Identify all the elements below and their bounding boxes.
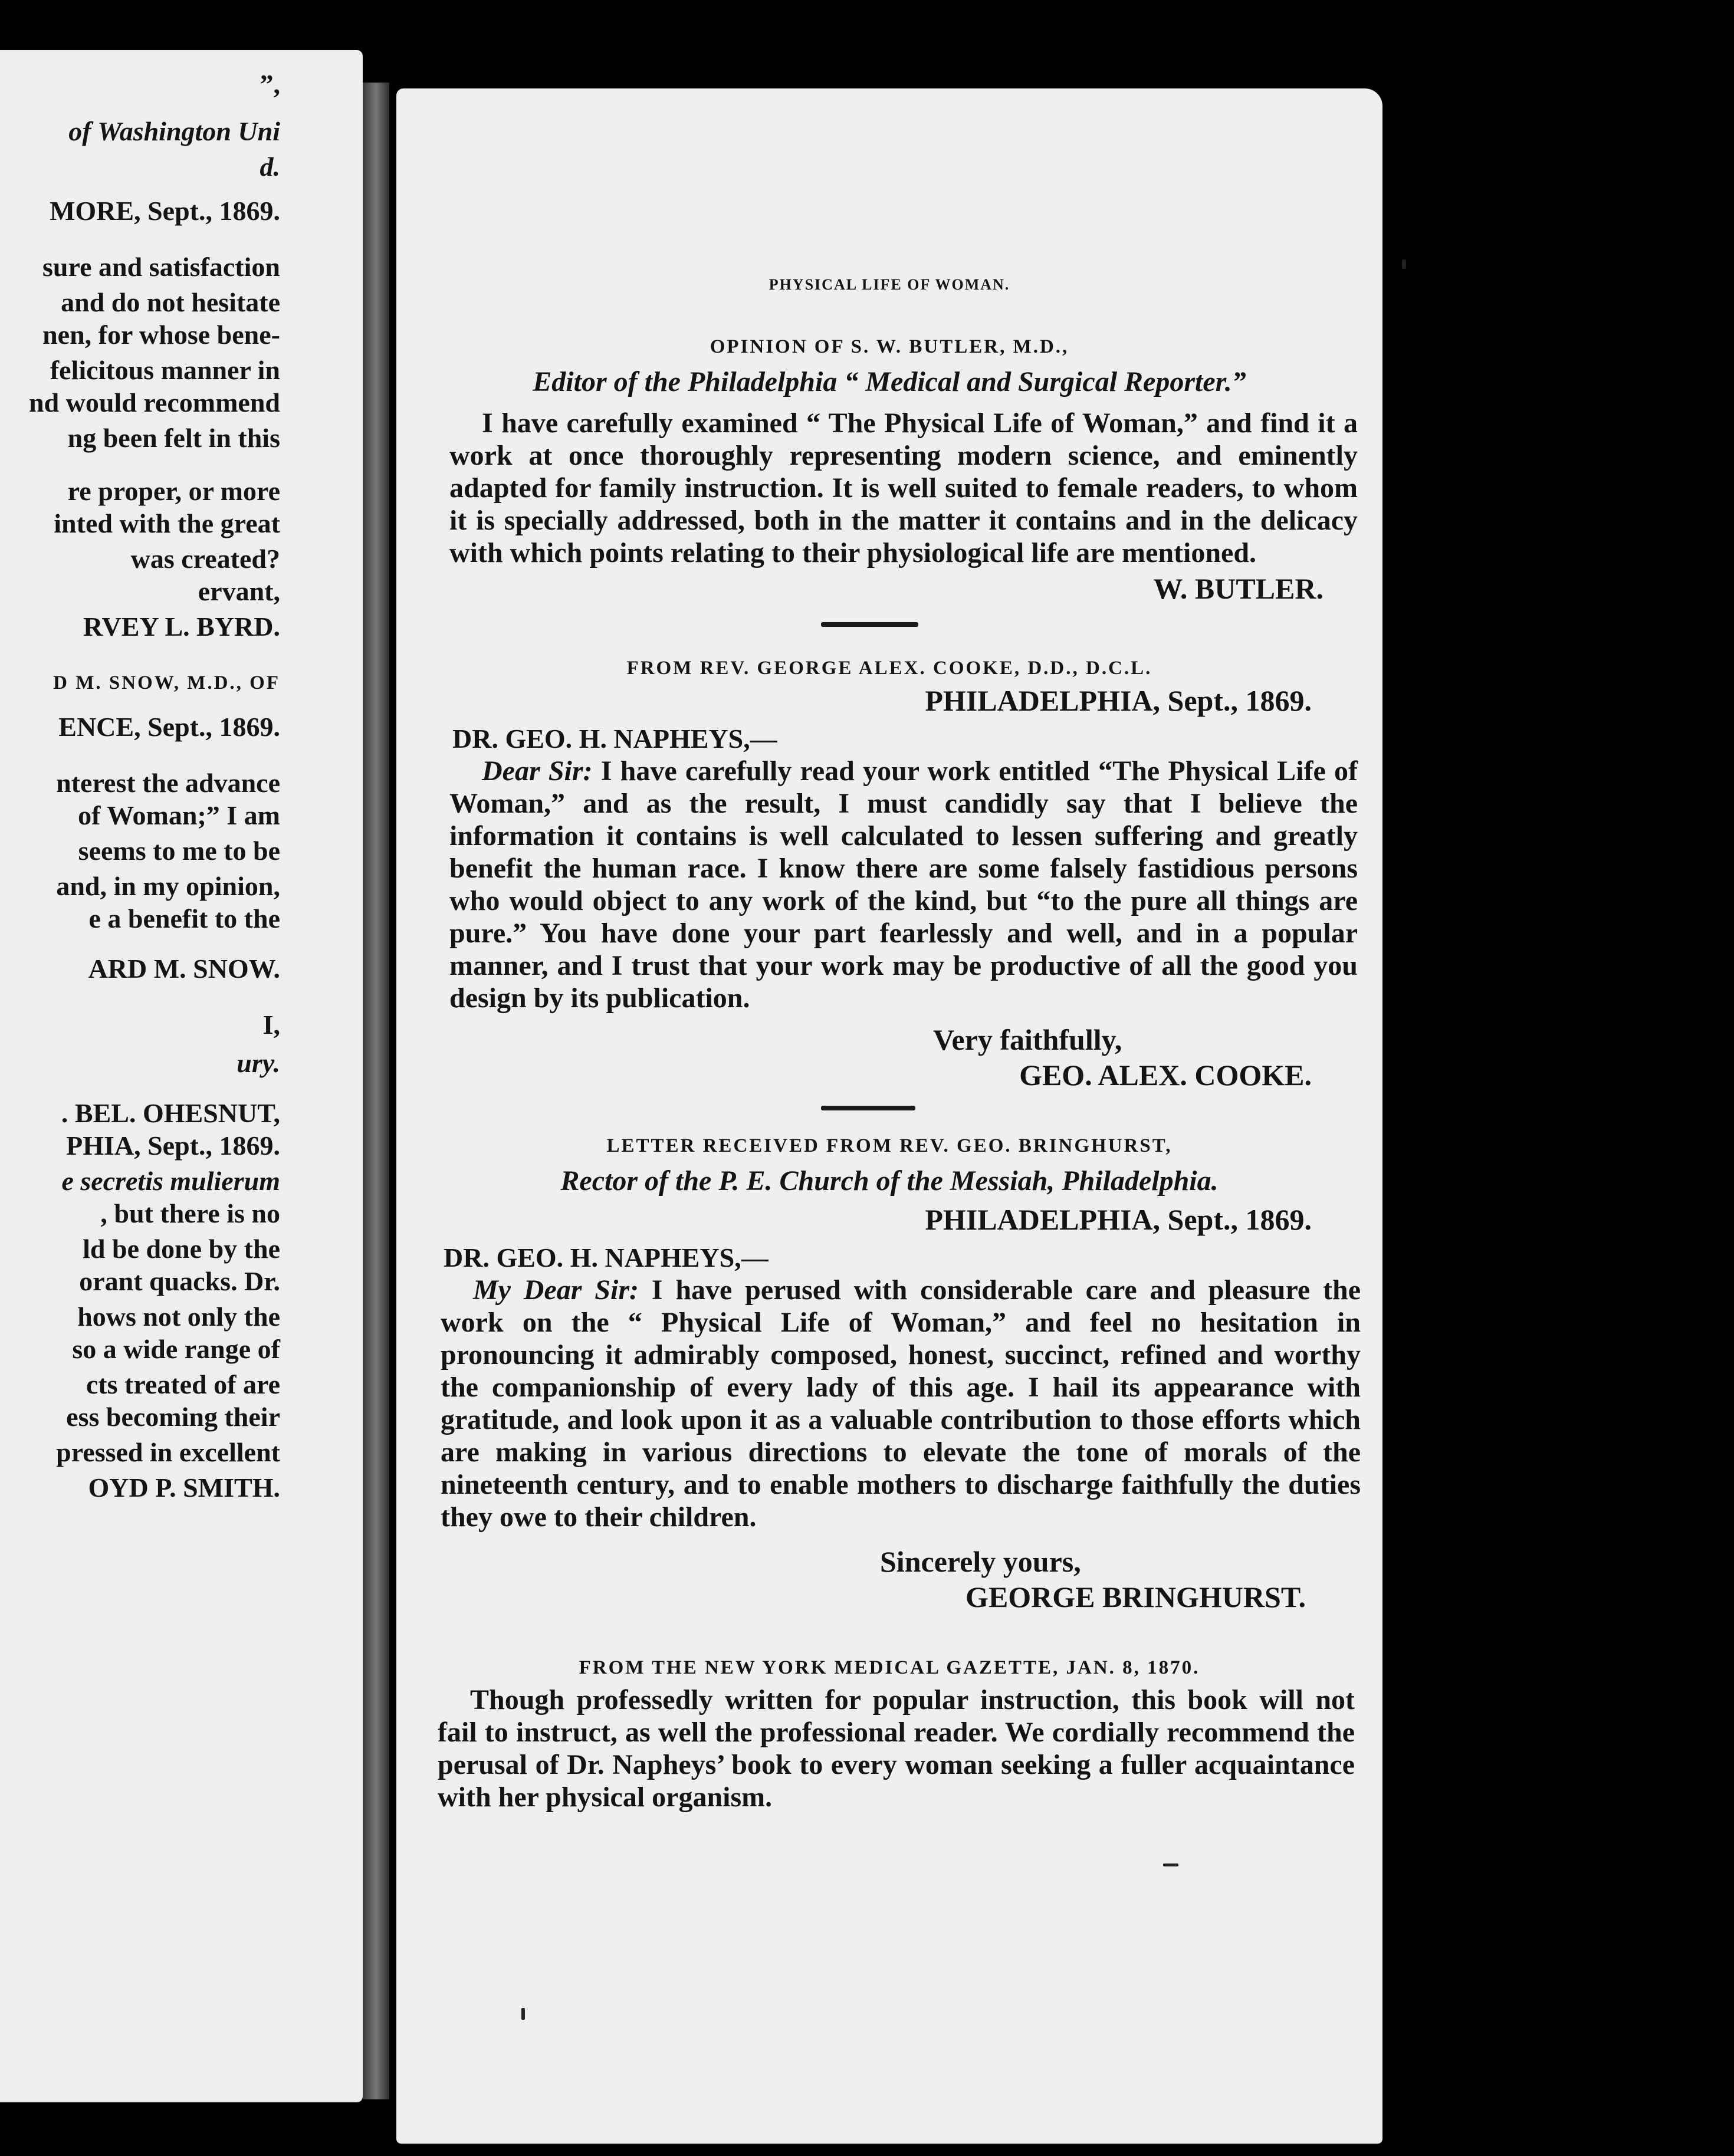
left-page-line: , but there is no	[100, 1198, 280, 1228]
left-page-line: ”,	[260, 69, 280, 99]
left-page-line: ld be done by the	[83, 1234, 280, 1264]
bringhurst-closing: Sincerely yours,	[880, 1545, 1081, 1578]
left-page-line: so a wide range of	[72, 1334, 280, 1364]
cooke-dateline: PHILADELPHIA, Sept., 1869.	[925, 684, 1312, 717]
bringhurst-dear-sir: My Dear Sir:	[473, 1274, 639, 1306]
book-gutter	[363, 83, 389, 2099]
left-page-line: ury.	[237, 1048, 280, 1078]
left-page	[0, 50, 363, 2102]
left-page-line: sure and satisfaction	[42, 252, 280, 282]
left-page-line: felicitous manner in	[50, 355, 280, 385]
left-page-line: ENCE, Sept., 1869.	[58, 712, 280, 742]
bringhurst-signature: GEORGE BRINGHURST.	[965, 1580, 1306, 1613]
cooke-body-text: I have carefully read your work entitled “The Physical Life of Woman,” and as the result, I must candidly say that I believe the information it contains is well calculated to lessen suffering and greatly benefit the human race. I know there are some falsely fastidious persons who would object to any work of the kind, but “to the pure all things are pure.” You have done your part fearlessly and well, and in a popular manner, and I trust that your work may be productive of all the good you design by its publication.	[449, 755, 1358, 1014]
bringhurst-body-text: I have perused with considerable care and pleasure the work on the “ Physical Life of Woman,” and feel no hesitation in pronouncing it admirably composed, honest, succinct, refined and worthy the companionship of every lady of this age. I hail its appearance with gratitude, and look upon it as a valuable contribution to those efforts which are making in various directions to elevate the tone of morals of the nineteenth century, and to enable mothers to discharge faithfully the duties they owe to their children.	[441, 1274, 1361, 1533]
cooke-dear-sir: Dear Sir:	[482, 755, 593, 787]
cooke-body	[449, 755, 1358, 1014]
left-page-line: e a benefit to the	[88, 903, 280, 934]
left-page-line: cts treated of are	[86, 1369, 280, 1399]
bringhurst-subheading: Rector of the P. E. Church of the Messiah, Philadelphia.	[560, 1165, 1219, 1197]
left-page-line: RVEY L. BYRD.	[83, 612, 280, 642]
left-page-line: I,	[262, 1010, 280, 1040]
left-page-line: MORE, Sept., 1869.	[50, 196, 280, 226]
bringhurst-dateline: PHILADELPHIA, Sept., 1869.	[925, 1203, 1312, 1236]
ink-speck	[1163, 1864, 1178, 1866]
ink-speck	[521, 2008, 525, 2020]
left-page-line: . BEL. OHESNUT,	[61, 1098, 280, 1128]
cooke-signature: GEO. ALEX. COOKE.	[1019, 1059, 1312, 1092]
left-page-line: nen, for whose bene-	[42, 320, 280, 350]
left-page-line: ervant,	[198, 576, 280, 606]
butler-heading: OPINION OF S. W. BUTLER, M.D.,	[710, 336, 1069, 357]
left-page-line: e secretis mulierum	[61, 1166, 280, 1196]
left-page-line: of Woman;” I am	[78, 800, 280, 830]
butler-signature: W. BUTLER.	[1153, 572, 1324, 605]
left-page-line: seems to me to be	[78, 836, 280, 866]
left-page-line: OYD P. SMITH.	[88, 1473, 280, 1503]
left-page-line: re proper, or more	[67, 476, 280, 506]
running-head: PHYSICAL LIFE OF WOMAN.	[769, 276, 1010, 293]
bringhurst-heading: LETTER RECEIVED FROM REV. GEO. BRINGHURST,	[606, 1135, 1173, 1156]
bringhurst-salutation: DR. GEO. H. NAPHEYS,—	[444, 1243, 769, 1273]
left-page-line: and do not hesitate	[61, 287, 280, 317]
left-page-line: hows not only the	[77, 1302, 280, 1332]
cooke-salutation: DR. GEO. H. NAPHEYS,—	[452, 724, 777, 754]
left-page-line: pressed in excellent	[56, 1437, 280, 1467]
gazette-body: Though professedly written for popular instruction, this book will not fail to instruct, as well the professional reader. We cordially recommend the perusal of Dr. Napheys’ book to every woman seeking a fuller acquaintance with her physical organism.	[438, 1684, 1355, 1813]
left-page-line: D M. SNOW, M.D., OF	[53, 672, 280, 694]
left-page-line: orant quacks. Dr.	[79, 1266, 280, 1296]
left-page-line: nd would recommend	[29, 387, 280, 418]
left-page-line: d.	[260, 152, 280, 182]
butler-body: I have carefully examined “ The Physical Life of Woman,” and find it a work at once thoroughly representing modern science, and eminently adapted for family instruction. It is well suited to female readers, to whom it is specially addressed, both in the matter it contains and in the delicacy with which points relating to their physiological life are mentioned.	[449, 407, 1358, 568]
left-page-line: ess becoming their	[66, 1402, 280, 1432]
right-page	[396, 88, 1382, 2144]
left-page-line: nterest the advance	[56, 768, 280, 798]
cooke-heading: FROM REV. GEORGE ALEX. COOKE, D.D., D.C.L.	[626, 658, 1152, 679]
left-page-line: inted with the great	[54, 508, 280, 538]
cooke-closing: Very faithfully,	[933, 1023, 1122, 1056]
left-page-line: of Washington Uni	[68, 116, 280, 146]
bringhurst-body	[441, 1274, 1361, 1533]
left-page-line: PHIA, Sept., 1869.	[66, 1130, 280, 1161]
left-page-line: ng been felt in this	[67, 423, 280, 453]
butler-subheading: Editor of the Philadelphia “ Medical and Surgical Reporter.”	[533, 366, 1246, 397]
section-rule	[821, 1106, 915, 1110]
left-page-line: and, in my opinion,	[56, 871, 280, 901]
left-page-line: was created?	[130, 544, 280, 574]
gazette-heading: FROM THE NEW YORK MEDICAL GAZETTE, JAN. 8, 1870.	[579, 1657, 1200, 1678]
left-page-line: ARD M. SNOW.	[88, 954, 280, 984]
section-rule	[821, 622, 918, 627]
ink-speck	[1402, 259, 1406, 269]
